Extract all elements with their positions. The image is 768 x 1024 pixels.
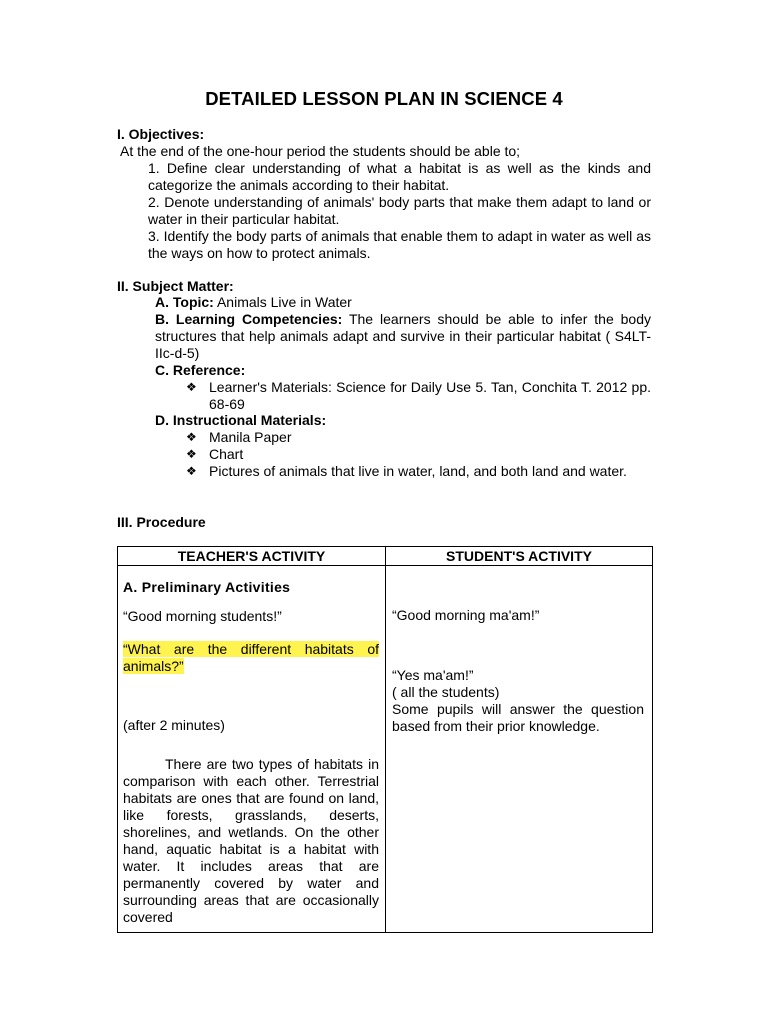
topic-line (155, 294, 352, 311)
objectives-heading: I. Objectives: (117, 126, 205, 142)
student-activity-cell (386, 566, 653, 933)
competencies-label: B. Learning Competencies: (155, 311, 343, 327)
bullet-icon: ❖ (186, 430, 197, 444)
teacher-explanation: There are two types of habitats in comparison with each other. Terrestrial habitats are ones that are found on land, like forests, grasslands, deserts, shorelines, and wetlands. On the other hand, aquatic habitat is a habitat with water. It includes areas that are permanently covered by water and surrounding areas that are occasionally covered (123, 756, 379, 925)
material-item: Chart (209, 446, 244, 462)
student-greeting: “Good morning ma'am!” (392, 607, 540, 623)
table-row (118, 566, 653, 933)
student-activity-header: STUDENT'S ACTIVITY (386, 547, 653, 566)
reference-item: Learner's Materials: Science for Daily Use 5. Tan, Conchita T. 2012 pp. 68-69 (209, 379, 651, 412)
teacher-question (123, 641, 379, 675)
subject-matter-heading: II. Subject Matter: (117, 278, 234, 294)
table-header-row (118, 547, 653, 566)
bullet-icon: ❖ (186, 464, 197, 478)
objective-item-2: 2. Denote understanding of animals' body parts that make them adapt to land or water in their particular habitat. (148, 194, 651, 227)
topic-value: Animals Live in Water (213, 294, 352, 310)
teacher-greeting: “Good morning students!” (123, 608, 282, 624)
bullet-icon: ❖ (186, 447, 197, 461)
student-answer: Some pupils will answer the question based from their prior knowledge. (392, 701, 644, 734)
student-yes: “Yes ma'am!” (392, 667, 474, 683)
objective-item-1: 1. Define clear understanding of what a habitat is as well as the kinds and categorize the animals according to their habitat. (148, 160, 651, 193)
procedure-table (117, 546, 653, 933)
bullet-icon: ❖ (186, 380, 197, 394)
page-title: DETAILED LESSON PLAN IN SCIENCE 4 (205, 88, 563, 109)
highlighted-question: “What are the different habitats of animals?” (123, 641, 379, 674)
competencies-value: The learners should be able to infer the body structures that help animals adapt and survive in their particular habitat ( S4LT-IIc-d-5) (155, 311, 652, 361)
teacher-activity-cell (118, 566, 386, 933)
teacher-after-note: (after 2 minutes) (123, 717, 225, 733)
preliminary-activities-heading: A. Preliminary Activities (123, 579, 291, 595)
competencies-paragraph (155, 311, 651, 362)
teacher-activity-header: TEACHER'S ACTIVITY (118, 547, 386, 566)
objective-item-3: 3. Identify the body parts of animals that enable them to adapt in water as well as the ways on how to protect animals. (148, 228, 651, 261)
reference-label: C. Reference: (155, 362, 246, 378)
procedure-heading: III. Procedure (117, 514, 206, 530)
objectives-intro: At the end of the one-hour period the students should be able to; (120, 143, 521, 159)
materials-label: D. Instructional Materials: (155, 412, 327, 428)
student-all: ( all the students) (392, 684, 500, 700)
material-item: Pictures of animals that live in water, land, and both land and water. (209, 463, 627, 479)
topic-label: A. Topic: (155, 294, 214, 310)
material-item: Manila Paper (209, 429, 292, 445)
